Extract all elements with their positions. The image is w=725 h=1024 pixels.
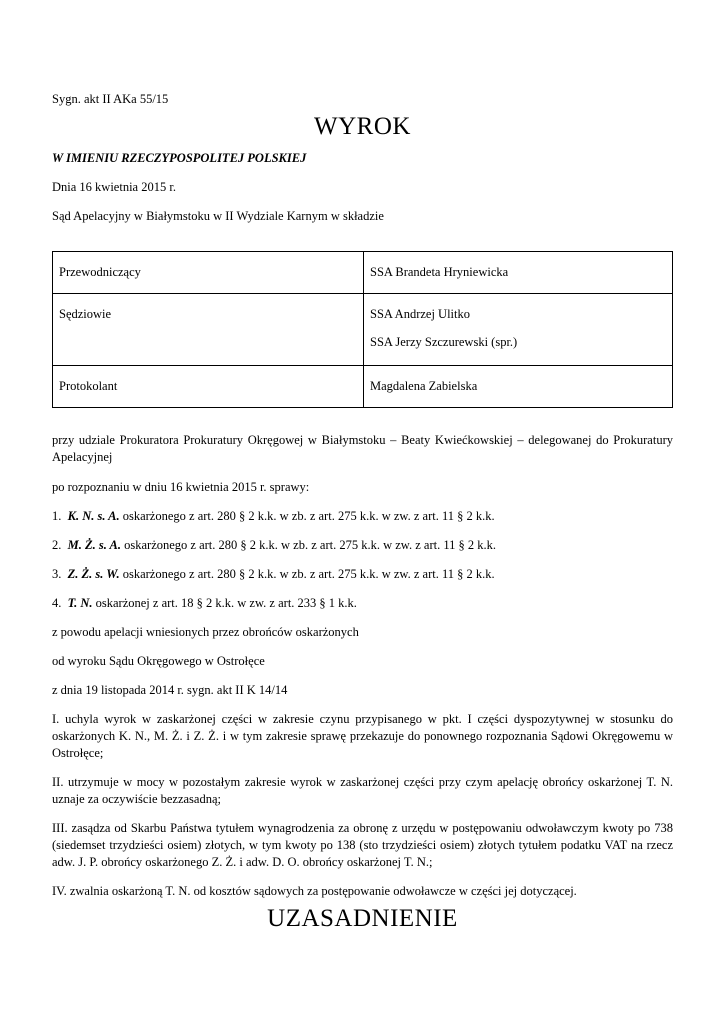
court-name: Sąd Apelacyjny w Białymstoku w II Wydziale Karnym w składzie <box>52 209 384 223</box>
clerk-name: Magdalena Zabielska <box>370 379 478 393</box>
role-cell <box>53 294 364 366</box>
in-name-of: W IMIENIU RZECZYPOSPOLITEJ POLSKIEJ <box>52 151 307 165</box>
judgment-date: Dnia 16 kwietnia 2015 r. <box>52 180 176 194</box>
ruling-paragraph: I. uchyla wyrok w zaskarżonej części w zakresie czynu przypisanego w pkt. I części dyspozytywnej w stosunku do oskarżonych K. N., M. Ż. i Z. Ż. i w tym zakresie sprawę przekazuje do ponownego rozpoznania Sądowi Okręgowemu w Ostrołęce; <box>52 712 673 760</box>
ruling-paragraph: III. zasądza od Skarbu Państwa tytułem wynagrodzenia za obronę z urzędu w postępowaniu odwoławczym kwoty po 738 (siedemset trzydzieści osiem) złotych, w tym kwoty po 138 (sto trzydzieści osiem) złotych tytułem podatku VAT na rzecz adw. J. P. obrońcy oskarżonego Z. Ż. i adw. D. O. obrońcy oskarżonej T. N.; <box>52 821 673 869</box>
considered-line: po rozpoznaniu w dniu 16 kwietnia 2015 r. sprawy: <box>52 480 310 494</box>
table-row <box>53 252 673 294</box>
item-number: 2. <box>52 538 62 552</box>
table-row <box>53 294 673 366</box>
defendant-charge: oskarżonego z art. 280 § 2 k.k. w zb. z art. 275 k.k. w zw. z art. 11 § 2 k.k. <box>121 538 497 552</box>
appeal-line: z powodu apelacji wniesionych przez obrońców oskarżonych <box>52 625 359 639</box>
judge-name: SSA Jerzy Szczurewski (spr.) <box>370 335 518 349</box>
defendant-name: T. N. <box>67 596 93 610</box>
item-number: 4. <box>52 596 62 610</box>
justification-heading: UZASADNIENIE <box>267 905 458 932</box>
ruling-paragraph: II. utrzymuje w mocy w pozostałym zakresie wyrok w zaskarżonej części przy czym apelację obrońcy oskarżonej T. N. uznaje za oczywiście bezzasadną; <box>52 775 673 806</box>
names-cell <box>364 366 673 408</box>
defendant-charge: oskarżonej z art. 18 § 2 k.k. w zw. z art. 233 § 1 k.k. <box>92 596 357 610</box>
defendant-charge: oskarżonego z art. 280 § 2 k.k. w zb. z art. 275 k.k. w zw. z art. 11 § 2 k.k. <box>119 509 495 523</box>
item-number: 1. <box>52 509 62 523</box>
role-cell <box>53 366 364 408</box>
defendant-item <box>52 508 495 525</box>
document-title: WYROK <box>314 113 411 140</box>
defendant-item <box>52 566 495 583</box>
defendant-charge: oskarżonego z art. 280 § 2 k.k. w zb. z art. 275 k.k. w zw. z art. 11 § 2 k.k. <box>119 567 495 581</box>
ruling-paragraph: IV. zwalnia oskarżoną T. N. od kosztów sądowych za postępowanie odwoławcze w części jej dotyczącej. <box>52 884 577 898</box>
lower-court-line: od wyroku Sądu Okręgowego w Ostrołęce <box>52 654 265 668</box>
defendant-item <box>52 537 496 554</box>
defendant-item <box>52 595 357 612</box>
role-label: Sędziowie <box>59 307 112 321</box>
role-label: Protokolant <box>59 379 118 393</box>
item-number: 3. <box>52 567 62 581</box>
lower-judgment-date: z dnia 19 listopada 2014 r. sygn. akt II K 14/14 <box>52 683 288 697</box>
defendant-name: K. N. s. A. <box>67 509 120 523</box>
role-cell <box>53 252 364 294</box>
court-composition-table <box>52 251 673 408</box>
names-cell <box>364 252 673 294</box>
table-row <box>53 366 673 408</box>
defendant-name: M. Ż. s. A. <box>67 538 121 552</box>
case-signature: Sygn. akt II AKa 55/15 <box>52 92 169 106</box>
judge-name: SSA Andrzej Ulitko <box>370 307 471 321</box>
prosecutor-paragraph: przy udziale Prokuratora Prokuratury Okręgowej w Białymstoku – Beaty Kwiećkowskiej – delegowanej do Prokuratury Apelacyjnej <box>52 433 673 464</box>
judge-name: SSA Brandeta Hryniewicka <box>370 265 509 279</box>
names-cell <box>364 294 673 366</box>
role-label: Przewodniczący <box>59 265 141 279</box>
defendant-name: Z. Ż. s. W. <box>67 567 120 581</box>
